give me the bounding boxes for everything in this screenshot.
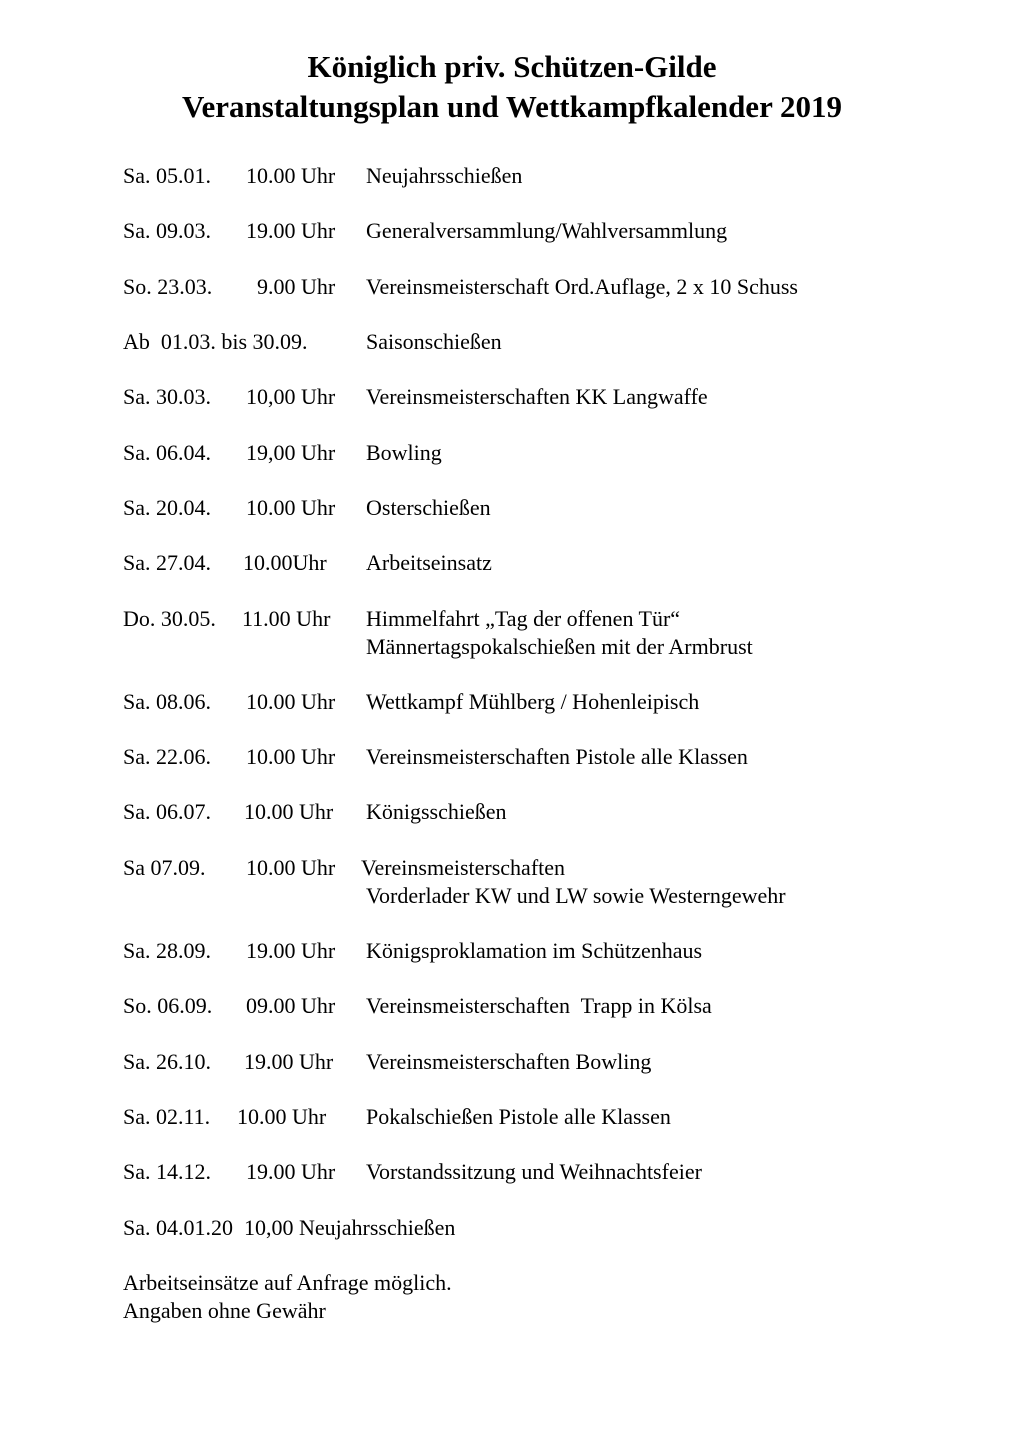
event-title-continued: Männertagspokalschießen mit der Armbrust [366, 634, 753, 659]
event-date: Ab 01.03. bis 30.09. [123, 329, 308, 354]
event-date: Do. 30.05. [123, 606, 216, 631]
event-date: Sa. 26.10. [123, 1049, 211, 1074]
event-date: Sa 07.09. [123, 855, 206, 880]
event-title: Vereinsmeisterschaften KK Langwaffe [366, 384, 708, 409]
event-time: 19.00 Uhr [244, 1049, 334, 1074]
document-title: Königlich priv. Schützen-Gilde [307, 49, 717, 84]
event-title: Pokalschießen Pistole alle Klassen [366, 1104, 671, 1129]
event-title: Vereinsmeisterschaft Ord.Auflage, 2 x 10 Schuss [366, 274, 798, 299]
event-time: 19.00 Uhr [246, 1159, 336, 1184]
event-date: Sa. 27.04. [123, 550, 211, 575]
event-time: 19,00 Uhr [246, 440, 336, 465]
event-time: 11.00 Uhr [242, 606, 331, 631]
event-title: Königsschießen [366, 799, 507, 824]
event-date: Sa. 06.04. [123, 440, 211, 465]
event-time: 09.00 Uhr [246, 993, 336, 1018]
event-line: Sa. 04.01.20 10,00 Neujahrsschießen [123, 1215, 456, 1240]
footer-disclaimer: Angaben ohne Gewähr [123, 1298, 326, 1323]
event-date: Sa. 08.06. [123, 689, 211, 714]
event-title: Vereinsmeisterschaften Bowling [366, 1049, 652, 1074]
event-time: 10.00 Uhr [237, 1104, 327, 1129]
event-title: Osterschießen [366, 495, 491, 520]
event-time: 9.00 Uhr [257, 274, 336, 299]
event-date: Sa. 02.11. [123, 1104, 211, 1129]
event-time: 10.00 Uhr [244, 799, 334, 824]
event-date: Sa. 14.12. [123, 1159, 211, 1184]
event-time: 10.00 Uhr [246, 163, 336, 188]
event-time: 19.00 Uhr [246, 218, 336, 243]
event-date: Sa. 22.06. [123, 744, 211, 769]
footer-note: Arbeitseinsätze auf Anfrage möglich. [123, 1270, 452, 1295]
event-time: 19.00 Uhr [246, 938, 336, 963]
event-time: 10,00 Uhr [246, 384, 336, 409]
event-date: Sa. 06.07. [123, 799, 211, 824]
event-time: 10.00 Uhr [246, 495, 336, 520]
event-title: Himmelfahrt „Tag der offenen Tür“ [366, 606, 681, 631]
event-title: Vereinsmeisterschaften [361, 855, 566, 880]
event-title: Vereinsmeisterschaften Trapp in Kölsa [366, 993, 712, 1018]
event-title: Bowling [366, 440, 442, 465]
event-title: Wettkampf Mühlberg / Hohenleipisch [366, 689, 700, 714]
event-date: Sa. 20.04. [123, 495, 211, 520]
event-time: 10.00 Uhr [246, 855, 336, 880]
event-title: Neujahrsschießen [366, 163, 523, 188]
event-title: Königsproklamation im Schützenhaus [366, 938, 703, 963]
event-title: Saisonschießen [366, 329, 502, 354]
event-date: So. 06.09. [123, 993, 213, 1018]
document-subtitle: Veranstaltungsplan und Wettkampfkalender 2019 [181, 89, 843, 124]
event-title: Arbeitseinsatz [366, 550, 492, 575]
event-title: Vereinsmeisterschaften Pistole alle Klassen [366, 744, 748, 769]
event-time: 10.00 Uhr [246, 744, 336, 769]
event-time: 10.00Uhr [243, 550, 327, 575]
event-title-continued: Vorderlader KW und LW sowie Westerngewehr [366, 883, 786, 908]
event-date: Sa. 30.03. [123, 384, 211, 409]
event-date: Sa. 28.09. [123, 938, 211, 963]
event-date: So. 23.03. [123, 274, 213, 299]
event-title: Generalversammlung/Wahlversammlung [366, 218, 728, 243]
event-date: Sa. 09.03. [123, 218, 211, 243]
event-time: 10.00 Uhr [246, 689, 336, 714]
event-title: Vorstandssitzung und Weihnachtsfeier [366, 1159, 702, 1184]
event-date: Sa. 05.01. [123, 163, 211, 188]
